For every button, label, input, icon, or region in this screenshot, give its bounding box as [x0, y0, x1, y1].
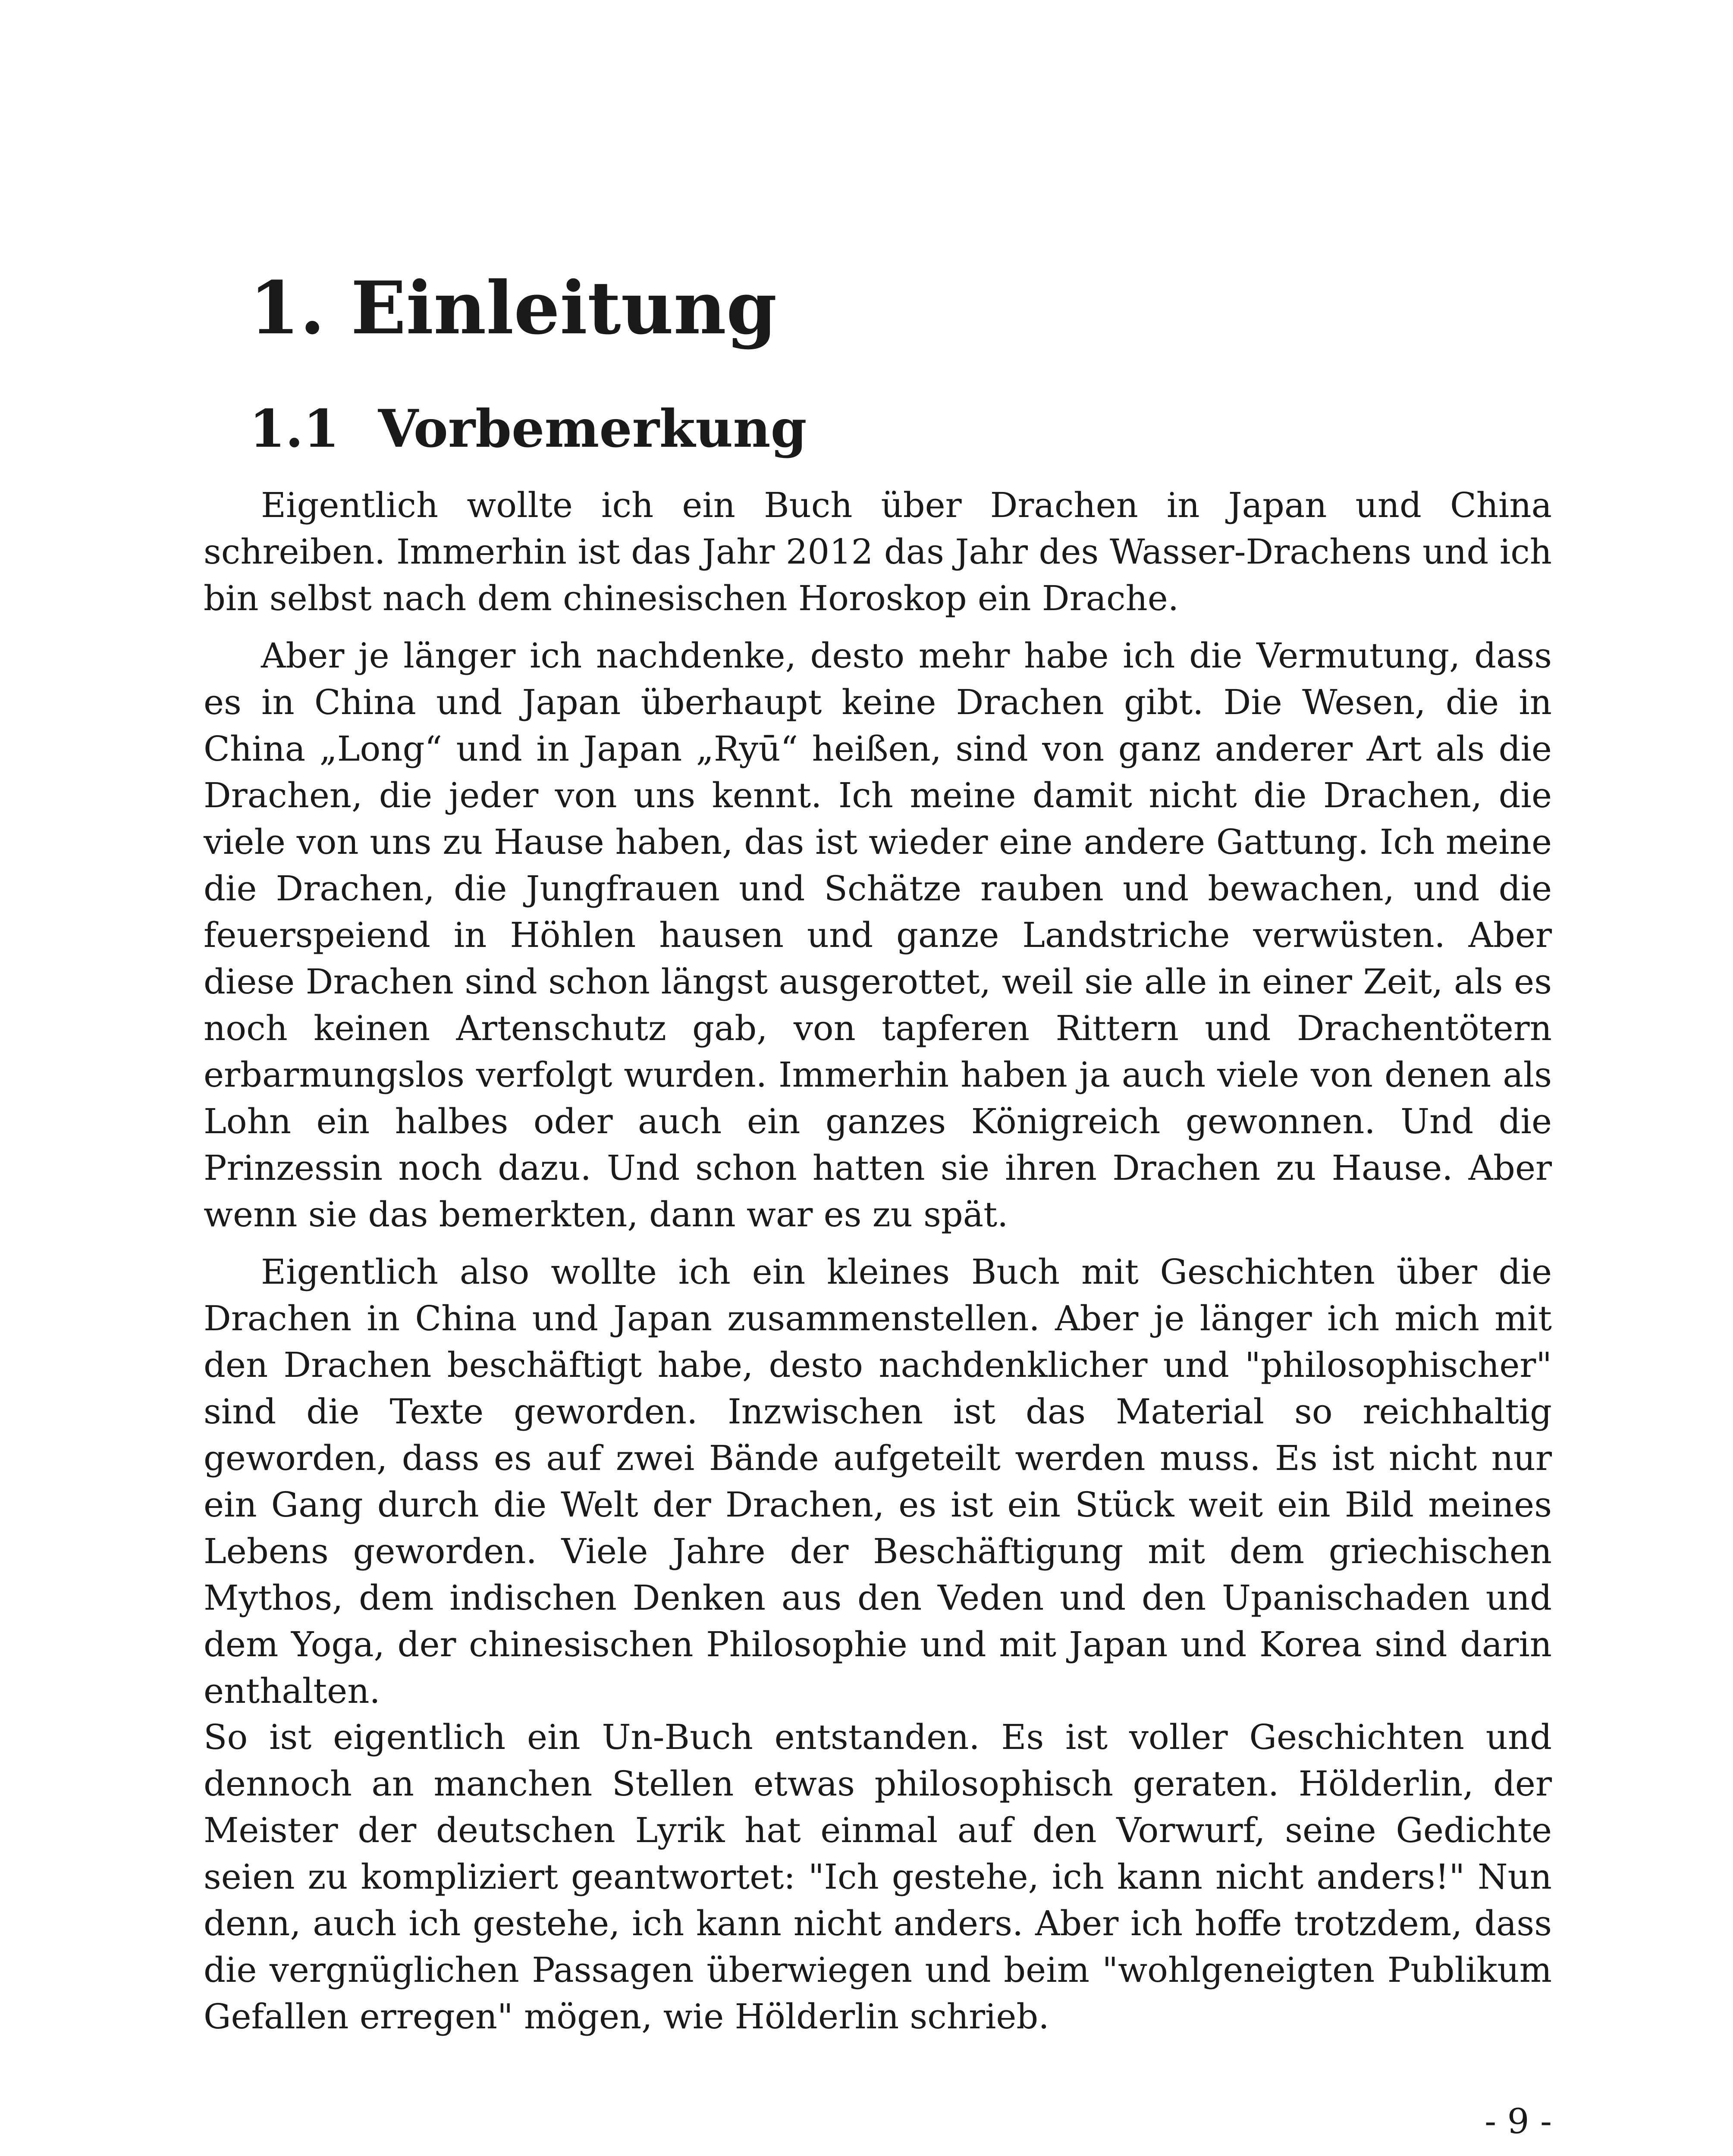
- section-number: 1.1: [249, 398, 339, 459]
- paragraph: So ist eigentlich ein Un-Buch entstanden. Es ist voller Geschichten und dennoch an manchen Stellen etwas philosophisch geraten. Hölderlin, der Meister der deutschen Lyrik hat einmal auf den Vorwurf, seine Gedichte seien zu kompliziert geantwortet: "Ich gestehe, ich kann nicht anders!" Nun denn, auch ich gestehe, ich kann nicht anders. Aber ich hoffe trotzdem, dass die vergnüglichen Passagen überwiegen und beim "wohlgeneigten Publikum Gefallen erregen" mögen, wie Hölderlin schrieb.: [204, 1717, 1552, 2037]
- section-heading: [249, 398, 807, 459]
- chapter-title: Einleitung: [351, 265, 777, 351]
- chapter-heading: [249, 265, 777, 351]
- section-title: Vorbemerkung: [378, 398, 807, 459]
- chapter-number: 1.: [249, 265, 325, 351]
- paragraph: Eigentlich wollte ich ein Buch über Drachen in Japan und China schreiben. Immerhin ist das Jahr 2012 das Jahr des Wasser-Drachens und ich bin selbst nach dem chinesischen Horoskop ein Drache.: [204, 485, 1552, 618]
- page-number: - 9 -: [1485, 2101, 1552, 2141]
- paragraph: Aber je länger ich nachdenke, desto mehr habe ich die Vermutung, dass es in China und Japan überhaupt keine Drachen gibt. Die Wesen, die in China „Long“ und in Japan „Ryū“ heißen, sind von ganz anderer Art als die Drachen, die jeder von uns kennt. Ich meine damit nicht die Drachen, die viele von uns zu Hause haben, das ist wieder eine andere Gattung. Ich meine die Drachen, die Jungfrauen und Schätze rauben und bewachen, und die feuerspeiend in Höhlen hausen und ganze Landstriche verwüsten. Aber diese Drachen sind schon längst ausgerottet, weil sie alle in einer Zeit, als es noch keinen Artenschutz gab, von tapferen Rittern und Drachentötern erbarmungslos verfolgt wurden. Immerhin haben ja auch viele von denen als Lohn ein halbes oder auch ein ganzes Königreich gewonnen. Und die Prinzessin noch dazu. Und schon hatten sie ihren Drachen zu Hause. Aber wenn sie das bemerkten, dann war es zu spät.: [204, 636, 1552, 1235]
- body-text: [204, 482, 1552, 1725]
- paragraph: Eigentlich also wollte ich ein kleines Buch mit Geschichten über die Drachen in China und Japan zusammenstellen. Aber je länger ich mich mit den Drachen beschäftigt habe, desto nachdenklicher und "philosophischer" sind die Texte geworden. Inzwischen ist das Material so reichhaltig geworden, dass es auf zwei Bände aufgeteilt werden muss. Es ist nicht nur ein Gang durch die Welt der Drachen, es ist ein Stück weit ein Bild meines Lebens geworden. Viele Jahre der Beschäftigung mit dem griechischen Mythos, dem indischen Denken aus den Veden und den Upanischaden und dem Yoga, der chinesischen Philosophie und mit Japan und Korea sind darin enthalten.: [204, 1252, 1552, 1711]
- body-text-continued: [204, 1714, 1552, 2051]
